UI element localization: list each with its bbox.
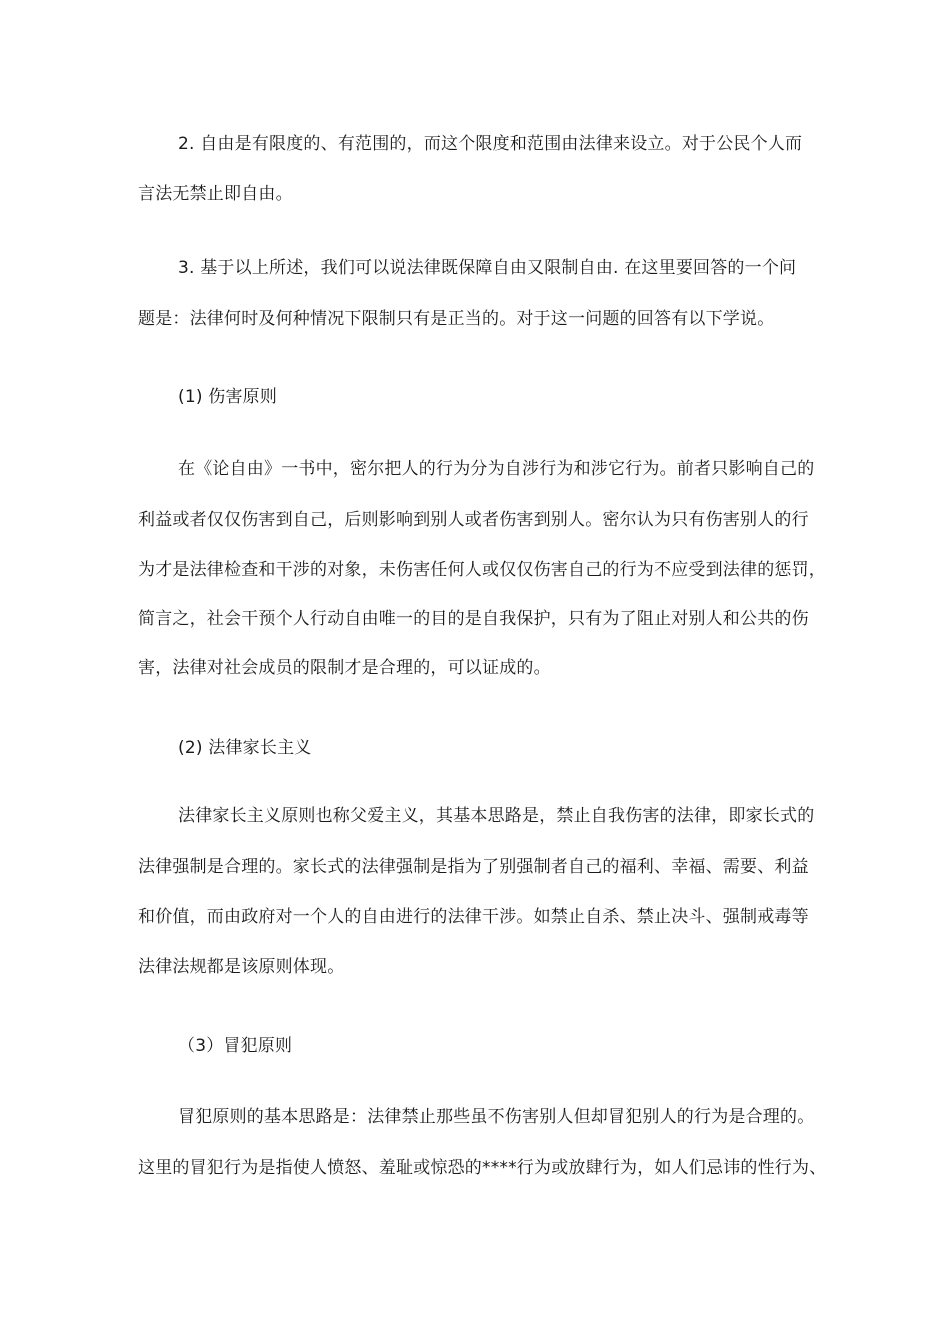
paternalism-paragraph-line-3: 和价值，而由政府对一个人的自由进行的法律干涉。如禁止自杀、禁止决斗、强制戒毒等 [138,907,809,927]
point-3-line-1: 3. 基于以上所述，我们可以说法律既保障自由又限制自由. 在这里要回答的一个问 [178,258,797,278]
point-3-line-2: 题是：法律何时及何种情况下限制只有是正当的。对于这一问题的回答有以下学说。 [138,309,775,329]
harm-paragraph-line-2: 利益或者仅仅伤害到自己，后则影响到别人或者伤害到别人。密尔认为只有伤害别人的行 [138,510,809,530]
heading-legal-paternalism: (2) 法律家长主义 [178,738,312,758]
paternalism-paragraph-line-2: 法律强制是合理的。家长式的法律强制是指为了别强制者自己的福利、幸福、需要、利益 [138,857,809,877]
offense-paragraph-line-2: 这里的冒犯行为是指使人愤怒、羞耻或惊恐的****行为或放肆行为，如人们忌讳的性行为、 [138,1158,827,1178]
harm-paragraph-line-1: 在《论自由》一书中，密尔把人的行为分为自涉行为和涉它行为。前者只影响自己的 [178,459,815,479]
offense-paragraph-line-1: 冒犯原则的基本思路是：法律禁止那些虽不伤害别人但却冒犯别人的行为是合理的。 [178,1107,815,1127]
point-2-line-2: 言法无禁止即自由。 [138,184,293,204]
point-2-line-1: 2. 自由是有限度的、有范围的，而这个限度和范围由法律来设立。对于公民个人而 [178,134,803,154]
heading-offense-principle: （3）冒犯原则 [178,1036,293,1056]
heading-harm-principle: (1) 伤害原则 [178,387,278,407]
paternalism-paragraph-line-1: 法律家长主义原则也称父爱主义，其基本思路是，禁止自我伤害的法律，即家长式的 [178,806,815,826]
harm-paragraph-line-3: 为才是法律检查和干涉的对象，未伤害任何人或仅仅伤害自己的行为不应受到法律的惩罚， [138,560,826,580]
harm-paragraph-line-5: 害，法律对社会成员的限制才是合理的，可以证成的。 [138,658,551,678]
harm-paragraph-line-4: 简言之，社会干预个人行动自由唯一的目的是自我保护，只有为了阻止对别人和公共的伤 [138,609,809,629]
paternalism-paragraph-line-4: 法律法规都是该原则体现。 [138,957,345,977]
